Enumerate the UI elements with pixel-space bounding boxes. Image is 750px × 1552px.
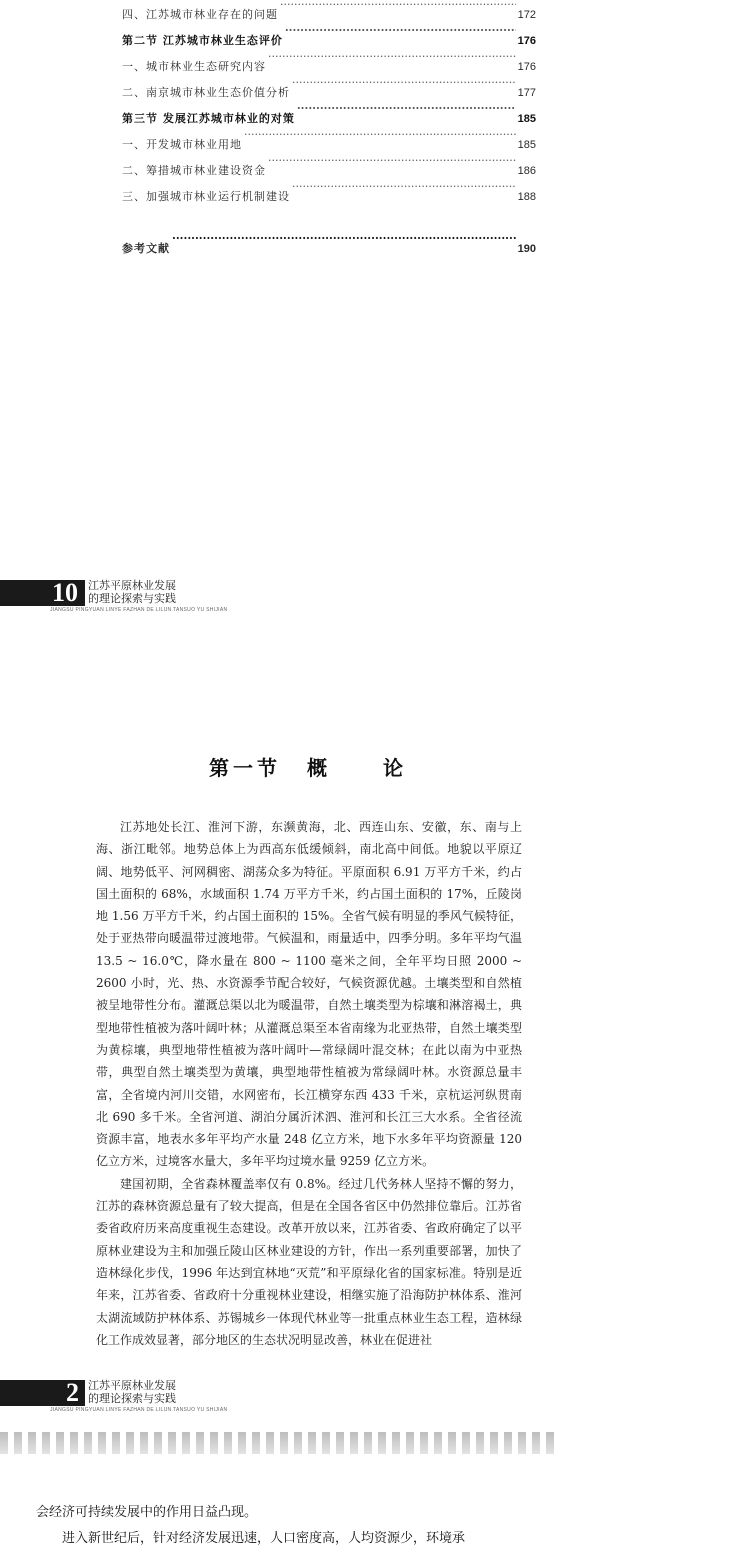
toc-entry-page: 190 <box>517 243 536 255</box>
toc-entry-page: 185 <box>517 113 536 125</box>
toc-leader-dots <box>268 148 516 174</box>
toc-leader-dots <box>292 174 516 200</box>
toc-references-entry <box>122 226 536 255</box>
chapter-title-section: 第一节 <box>209 756 281 780</box>
book-title-line1: 江苏平原林业发展 <box>88 1380 176 1392</box>
toc-entry <box>122 0 536 21</box>
toc-leader-dots <box>280 0 516 18</box>
table-of-contents <box>122 0 536 255</box>
toc-leader-dots <box>292 70 516 96</box>
toc-entry-title: 三、加强城市林业运行机制建设 <box>122 190 290 203</box>
toc-entry-title: 一、城市林业生态研究内容 <box>122 60 266 73</box>
paragraph: 江苏地处长江、淮河下游，东濒黄海，北、西连山东、安徽，东、南与上海、浙江毗邻。地势总体上为西高东低缓倾斜，南北高中间低。地貌以平原辽阔、地势低平、河网稠密、湖荡众多为特征。平原面积 6.91 万平方千米，约占国土面积的 68%，水域面积 1.74 万平方千米，约占国土面积的 17%，丘陵岗地 1.56 万平方千米，约占国土面积的 15%。全省气候有明显的季风气候特征，处于亚热带向暖温带过渡地带。气候温和，雨量适中，四季分明。多年平均气温 13.5 ~ 16.0℃，降水量在 800 ~ 1100 毫米之间，全年平均日照 2000 ~ 2600 小时，光、热、水资源季节配合较好，气候资源优越。土壤类型和自然植被呈地带性分布。灌溉总渠以北为暖温带，自然土壤类型为棕壤和淋溶褐土，典型地带性植被为落叶阔叶林；从灌溉总渠至本省南缘为北亚热带，自然土壤类型为黄棕壤，典型地带性植被为落叶阔叶—常绿阔叶混交林；在此以南为中亚热带，典型自然土壤类型为黄壤，典型地带性植被为常绿阔叶林。水资源总量丰富，全省境内河川交错，水网密布，长江横穿东西 433 千米，京杭运河纵贯南北 690 多千米。全省河道、湖泊分属沂沭泗、淮河和长江三大水系。全省径流资源丰富，地表水多年平均产水量 248 亿立方米，地下水多年平均资源量 120 亿立方米，过境客水量大，多年平均过境水量 9259 亿立方米。 <box>96 820 522 1169</box>
page-number: 10 <box>52 578 78 607</box>
book-title-pinyin: JIANGSU PINGYUAN LINYE FAZHAN DE LILUN TANSUO YU SHIJIAN <box>50 1407 228 1413</box>
page-footer <box>0 1378 300 1413</box>
toc-entry-title: 参考文献 <box>122 242 170 255</box>
toc-leader-dots <box>244 122 516 148</box>
toc-entry-title: 二、筹措城市林业建设资金 <box>122 164 266 177</box>
toc-entry-title: 一、开发城市林业用地 <box>122 138 242 151</box>
decorative-stripe <box>0 1432 566 1454</box>
toc-entry-page: 186 <box>517 165 536 177</box>
paragraph: 建国初期，全省森林覆盖率仅有 0.8%。经过几代务林人坚持不懈的努力，江苏的森林资源总量有了较大提高，但是在全国各省区中仍然排位靠后。江苏省委省政府历来高度重视生态建设。改革开放以来，江苏省委、省政府确定了以平原林业建设为主和加强丘陵山区林业建设的方针，作出一系列重要部署，加快了造林绿化步伐，1996 年达到宜林地“灭荒”和平原绿化省的国家标准。特别是近年来，江苏省委、省政府十分重视林业建设，相继实施了沿海防护林体系、淮河太湖流域防护林体系、苏锡城乡一体现代林业等一批重点林业生态工程，造林绿化工作成效显著，部分地区的生态状况明显改善，林业在促进社 <box>96 1176 522 1347</box>
toc-leader-dots <box>285 18 516 44</box>
toc-entry-page: 177 <box>517 87 536 99</box>
toc-entry-title: 第三节 发展江苏城市林业的对策 <box>122 112 295 125</box>
book-title-pinyin: JIANGSU PINGYUAN LINYE FAZHAN DE LILUN TANSUO YU SHIJIAN <box>50 607 228 613</box>
toc-entry-page: 176 <box>517 61 536 73</box>
chapter-title <box>0 752 616 781</box>
toc-leader-dots <box>268 44 516 70</box>
page-number: 2 <box>66 1378 79 1407</box>
chapter-title-char2: 论 <box>383 756 407 780</box>
chapter-title-char1: 概 <box>307 756 331 780</box>
book-title-line2: 的理论探索与实践 <box>88 1393 176 1405</box>
page-footer <box>0 578 300 613</box>
toc-entry-title: 二、南京城市林业生态价值分析 <box>122 86 290 99</box>
toc-entry-page: 185 <box>517 139 536 151</box>
toc-leader-dots <box>297 96 516 122</box>
book-title-line2: 的理论探索与实践 <box>88 593 176 605</box>
toc-entry-title: 第二节 江苏城市林业生态评价 <box>122 34 283 47</box>
continuation-text <box>36 1500 536 1552</box>
body-text <box>96 816 522 1351</box>
toc-entry-title: 四、江苏城市林业存在的问题 <box>122 8 278 21</box>
book-title-line1: 江苏平原林业发展 <box>88 580 176 592</box>
text-line: 会经济可持续发展中的作用日益凸现。 <box>36 1505 258 1520</box>
text-line: 进入新世纪后，针对经济发展迅速，人口密度高，人均资源少，环境承 <box>62 1531 466 1546</box>
toc-leader-dots <box>172 226 516 252</box>
toc-entry-page: 188 <box>517 191 536 203</box>
toc-entry-page: 172 <box>517 9 536 21</box>
toc-entry-page: 176 <box>517 35 536 47</box>
